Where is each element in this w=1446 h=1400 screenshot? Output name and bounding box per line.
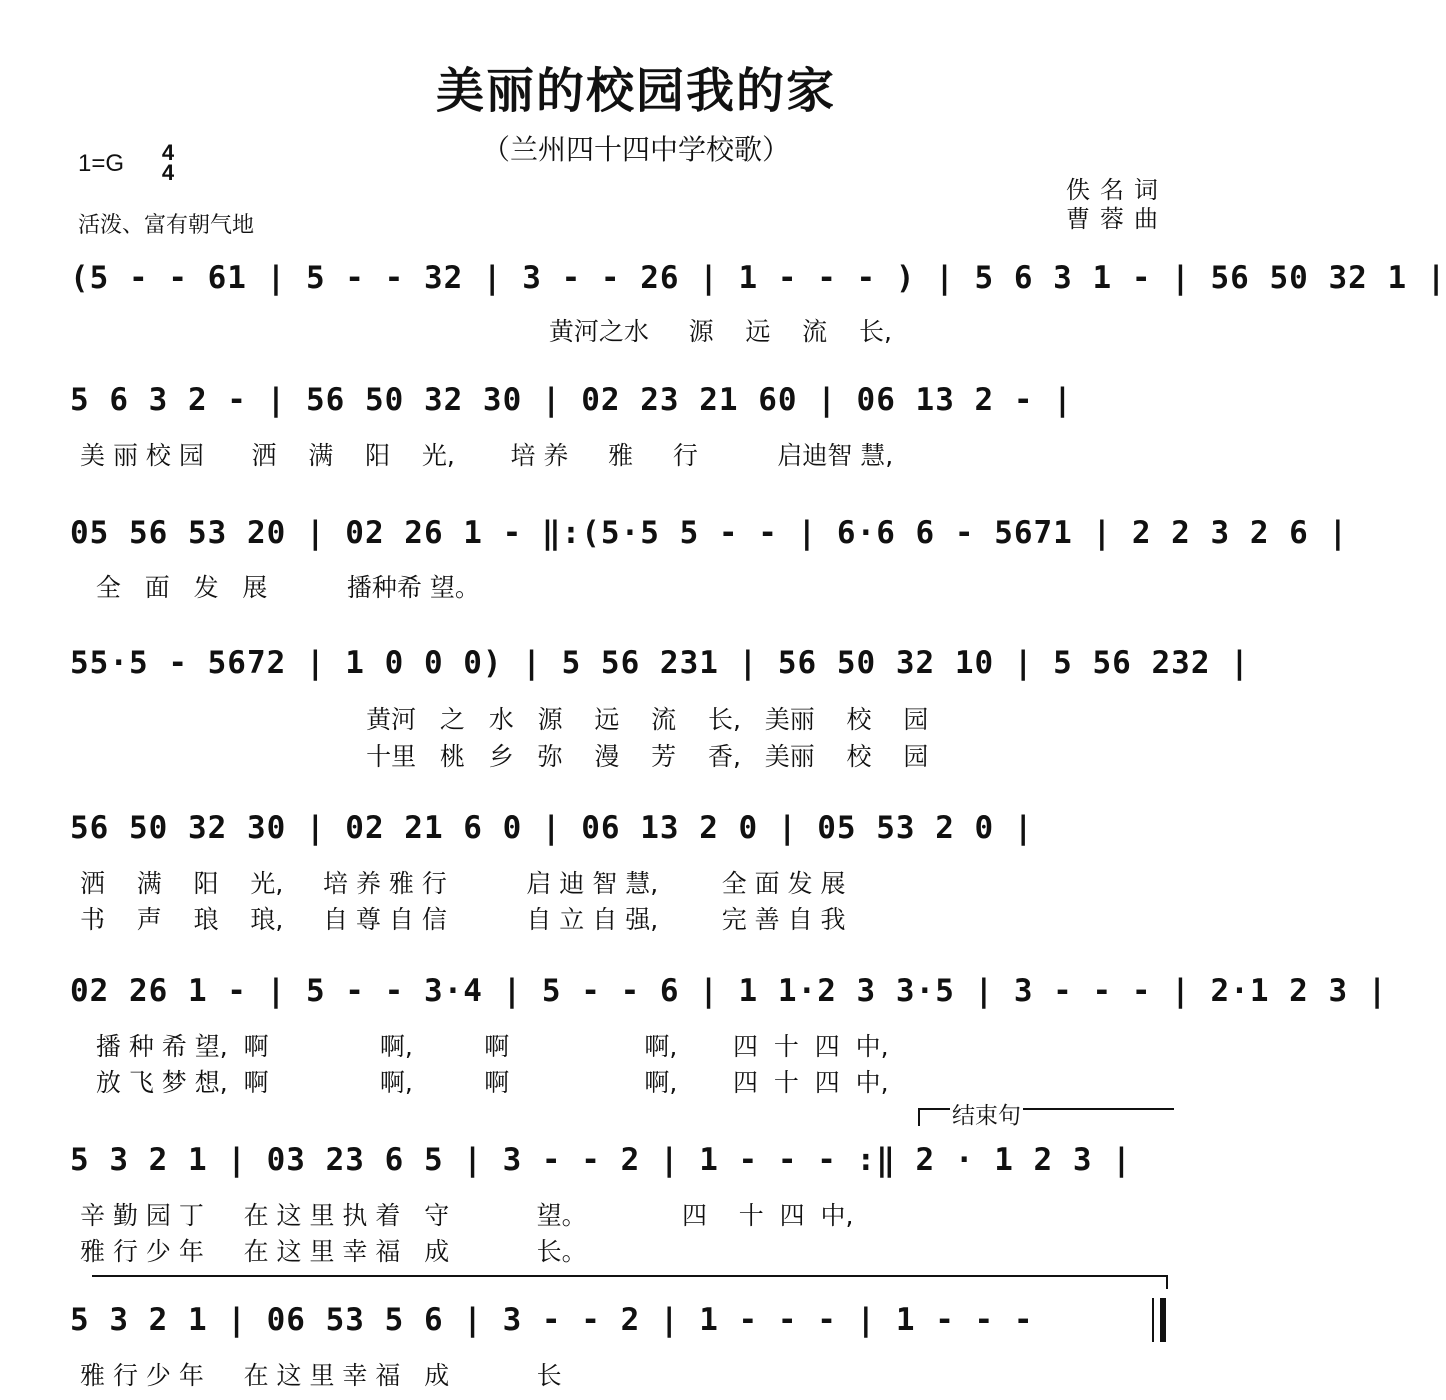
meter-bottom: 4: [161, 160, 175, 185]
song-subtitle: （兰州四十四中学校歌）: [481, 133, 790, 166]
lyric-line-4-verse-2: 十里 桃 乡 弥 漫 芳 香, 美丽 校 园: [80, 742, 929, 771]
meter-top: 4: [161, 140, 175, 165]
second-ending-line: [92, 1275, 1168, 1277]
notation-line-1: (5 - - 61 | 5 - - 32 | 3 - - 26 | 1 - - - ) | 5 6 3 1 - | 56 50 32 1 |: [70, 260, 1446, 296]
notation-line-6: 02 26 1 - | 5 - - 3·4 | 5 - - 6 | 1 1·2 3 3·5 | 3 - - - | 2·1 2 3 |: [70, 973, 1388, 1009]
lyricist-credit: 佚名词: [1066, 176, 1168, 204]
lyric-line-7-verse-1: 辛 勤 园 丁 在 这 里 执 着 守 望。 四 十 四 中,: [80, 1201, 854, 1230]
notation-line-7: 5 3 2 1 | 03 23 6 5 | 3 - - 2 | 1 - - - :‖ 2 · 1 2 3 |: [70, 1142, 1132, 1178]
notation-line-5: 56 50 32 30 | 02 21 6 0 | 06 13 2 0 | 05 53 2 0 |: [70, 810, 1034, 846]
lyric-line-8-verse-1: 雅 行 少 年 在 这 里 幸 福 成 长: [80, 1361, 562, 1390]
time-signature: [157, 140, 179, 185]
notation-line-4: 55·5 - 5672 | 1 0 0 0) | 5 56 231 | 56 50 32 10 | 5 56 232 |: [70, 645, 1250, 681]
ending-bracket-tick: [918, 1108, 920, 1126]
composer-credit: 曹蓉曲: [1066, 205, 1168, 233]
notation-line-2: 5 6 3 2 - | 56 50 32 30 | 02 23 21 60 | 06 13 2 - |: [70, 382, 1073, 418]
lyric-line-6-verse-2: 放 飞 梦 想, 啊 啊, 啊 啊, 四 十 四 中,: [80, 1068, 889, 1097]
lyric-line-7-verse-2: 雅 行 少 年 在 这 里 幸 福 成 长。: [80, 1237, 587, 1266]
lyric-line-4-verse-1: 黄河 之 水 源 远 流 长, 美丽 校 园: [80, 705, 929, 734]
notation-line-3: 05 56 53 20 | 02 26 1 - ‖:(5·5 5 - - | 6·6 6 - 5671 | 2 2 3 2 6 |: [70, 515, 1349, 551]
final-barline-thin: [1152, 1298, 1154, 1342]
ending-label: 结束句: [950, 1097, 1023, 1130]
key-signature: 1=G: [78, 150, 125, 177]
lyric-line-3-verse-1: 全 面 发 展 播种希 望。: [80, 573, 480, 602]
lyric-line-2-verse-1: 美 丽 校 园 洒 满 阳 光, 培 养 雅 行 启迪智 慧,: [80, 441, 894, 470]
lyric-line-5-verse-2: 书 声 琅 琅, 自 尊 自 信 自 立 自 强, 完 善 自 我: [80, 905, 846, 934]
second-ending-tick: [1166, 1275, 1168, 1289]
lyric-line-5-verse-1: 洒 满 阳 光, 培 养 雅 行 启 迪 智 慧, 全 面 发 展: [80, 869, 846, 898]
song-title: 美丽的校园我的家: [435, 63, 836, 119]
notation-line-8: 5 3 2 1 | 06 53 5 6 | 3 - - 2 | 1 - - - | 1 - - -: [70, 1302, 1034, 1338]
tempo-marking: 活泼、富有朝气地: [78, 213, 255, 238]
final-barline-thick: [1160, 1298, 1166, 1342]
lyric-line-6-verse-1: 播 种 希 望, 啊 啊, 啊 啊, 四 十 四 中,: [80, 1032, 889, 1061]
lyric-line-1-verse-1: 黄河之水 源 远 流 长,: [80, 317, 892, 346]
